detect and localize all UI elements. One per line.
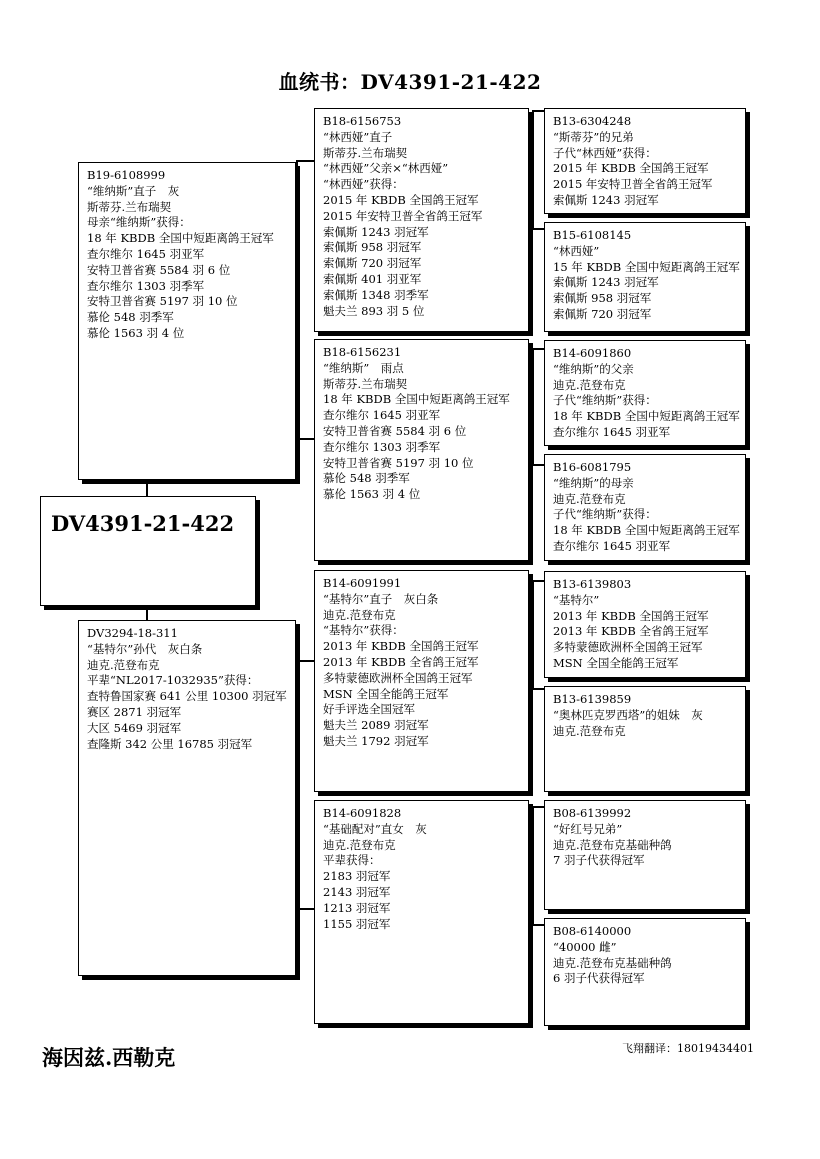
pedigree-line: 查尔维尔 1303 羽季军 — [323, 439, 441, 454]
pedigree-line: 2013 年 KBDB 全国鸽王冠军 — [323, 639, 479, 654]
ring-number: B15-6108145 — [553, 228, 632, 242]
ring-number: B13-6304248 — [553, 114, 632, 128]
pedigree-line: 查特鲁国家赛 641 公里 10300 羽冠军 — [87, 689, 287, 704]
pedigree-line: 1155 羽冠军 — [323, 916, 391, 931]
pedigree-line: 18 年 KBDB 全国中短距离鸽王冠军 — [553, 409, 740, 424]
pedigree-line: “好红号兄弟” — [553, 821, 623, 836]
ggp-box-7 — [544, 800, 746, 910]
dam-box — [78, 620, 296, 976]
subject-box — [40, 496, 256, 606]
pedigree-line: “基础配对”直女 灰 — [323, 821, 427, 836]
pedigree-line: 索佩斯 720 羽冠军 — [553, 306, 652, 321]
pedigree-line: “基特尔”获得： — [323, 623, 404, 638]
pedigree-line: 7 羽子代获得冠军 — [553, 853, 645, 868]
pedigree-line: 2013 年 KBDB 全省鸽王冠军 — [323, 654, 479, 669]
pedigree-line: 索佩斯 1243 羽冠军 — [553, 192, 659, 207]
pedigree-line: “斯蒂芬”的兄弟 — [553, 129, 634, 144]
pedigree-line: 平辈获得： — [323, 853, 381, 868]
pedigree-line: 2015 年 KBDB 全国鸽王冠军 — [323, 192, 479, 207]
pedigree-line: 2013 年 KBDB 全省鸽王冠军 — [553, 624, 709, 639]
dam-dam-box — [314, 800, 529, 1024]
ring-number: B14-6091991 — [323, 576, 402, 590]
connector — [532, 924, 544, 926]
connector — [296, 438, 314, 440]
pedigree-line: 2015 年安特卫普全省鸽王冠军 — [553, 177, 713, 192]
pedigree-line: 查尔维尔 1645 羽亚军 — [87, 246, 205, 261]
pedigree-line: 好手评选全国冠军 — [323, 702, 415, 717]
ring-number: B14-6091828 — [323, 806, 402, 820]
pedigree-line: “40000 雌” — [553, 939, 617, 954]
connector — [532, 348, 544, 350]
pedigree-line: 索佩斯 958 羽冠军 — [323, 240, 422, 255]
connector — [296, 160, 298, 440]
ggp-box-4 — [544, 454, 746, 561]
pedigree-line: “林西娅” — [553, 243, 600, 258]
pedigree-line: 索佩斯 1243 羽冠军 — [553, 275, 659, 290]
pedigree-line: 18 年 KBDB 全国中短距离鸽王冠军 — [87, 231, 274, 246]
pedigree-line: 魁夫兰 2089 羽冠军 — [323, 718, 429, 733]
pedigree-line: 大区 5469 羽冠军 — [87, 720, 182, 735]
pedigree-line: MSN 全国全能鸽王冠军 — [323, 686, 449, 701]
ggp-box-8 — [544, 918, 746, 1026]
connector — [146, 604, 148, 620]
pedigree-line: 迪克.范登布克 — [87, 657, 160, 672]
pedigree-line: 查尔维尔 1645 羽亚军 — [553, 538, 671, 553]
ggp-box-3 — [544, 340, 746, 446]
dam-sire-box — [314, 570, 529, 792]
pedigree-line: 迪克.范登布克 — [553, 723, 626, 738]
connector — [296, 160, 314, 162]
pedigree-line: 平辈“NL2017-1032935”获得： — [87, 673, 259, 688]
pedigree-line: 多特蒙德欧洲杯全国鸽王冠军 — [553, 640, 703, 655]
pedigree-line: 2015 年安特卫普全省鸽王冠军 — [323, 208, 483, 223]
pedigree-line: 迪克.范登布克基础种鸽 — [553, 837, 672, 852]
connector — [532, 806, 534, 926]
pedigree-line: “基特尔” — [553, 592, 600, 607]
connector — [296, 908, 314, 910]
connector — [296, 660, 298, 910]
sire-sire-box — [314, 108, 529, 332]
connector — [532, 110, 534, 230]
pedigree-line: MSN 全国全能鸽王冠军 — [553, 655, 679, 670]
pedigree-line: 斯蒂芬.兰布瑞契 — [323, 376, 408, 391]
ggp-box-2 — [544, 222, 746, 332]
ring-number: B08-6140000 — [553, 924, 632, 938]
pedigree-line: 索佩斯 958 羽冠军 — [553, 291, 652, 306]
pedigree-line: 慕伦 548 羽季军 — [323, 471, 410, 486]
ring-number: B19-6108999 — [87, 168, 166, 182]
pedigree-line: 2013 年 KBDB 全国鸽王冠军 — [553, 608, 709, 623]
pedigree-line: 索佩斯 720 羽冠军 — [323, 256, 422, 271]
ring-number: B13-6139803 — [553, 577, 632, 591]
pedigree-line: “林西娅”父亲×“林西娅” — [323, 161, 449, 176]
connector — [532, 688, 544, 690]
connector — [532, 580, 534, 690]
pedigree-line: 1213 羽冠军 — [323, 900, 391, 915]
pedigree-line: 迪克.范登布克基础种鸽 — [553, 955, 672, 970]
connector — [532, 228, 544, 230]
ring-number: B13-6139859 — [553, 692, 632, 706]
sire-dam-box — [314, 339, 529, 561]
pedigree-line: 子代“林西娅”获得： — [553, 145, 657, 160]
pedigree-line: 18 年 KBDB 全国中短距离鸽王冠军 — [553, 523, 740, 538]
pedigree-line: 安特卫普省赛 5197 羽 10 位 — [323, 455, 474, 470]
pedigree-line: “林西娅”直子 — [323, 129, 393, 144]
pedigree-line: “维纳斯”的母亲 — [553, 475, 634, 490]
ring-number: DV3294-18-311 — [87, 626, 178, 640]
pedigree-line: 多特蒙德欧洲杯全国鸽王冠军 — [323, 670, 473, 685]
pedigree-line: “奥林匹克罗西塔”的姐妹 灰 — [553, 707, 703, 722]
ring-number: B08-6139992 — [553, 806, 632, 820]
pedigree-line: 6 羽子代获得冠军 — [553, 971, 645, 986]
pedigree-line: “林西娅”获得： — [323, 177, 404, 192]
breeder-name: 海因兹.西勒克 — [42, 1045, 176, 1070]
pedigree-line: 子代“维纳斯”获得： — [553, 393, 657, 408]
connector — [532, 806, 544, 808]
pedigree-line: 索佩斯 401 羽亚军 — [323, 271, 422, 286]
pedigree-line: 慕伦 1563 羽 4 位 — [323, 487, 421, 502]
pedigree-line: 赛区 2871 羽冠军 — [87, 704, 182, 719]
pedigree-line: 迪克.范登布克 — [553, 491, 626, 506]
pedigree-line: 安特卫普省赛 5584 羽 6 位 — [87, 262, 231, 277]
page-title: 血统书：DV4391-21-422 — [278, 70, 542, 94]
pedigree-line: 安特卫普省赛 5584 羽 6 位 — [323, 423, 467, 438]
pedigree-line: 查尔维尔 1645 羽亚军 — [323, 408, 441, 423]
pedigree-line: 安特卫普省赛 5197 羽 10 位 — [87, 294, 238, 309]
ring-number: B18-6156753 — [323, 114, 402, 128]
pedigree-line: “维纳斯” 雨点 — [323, 360, 404, 375]
pedigree-line: 慕伦 548 羽季军 — [87, 310, 174, 325]
pedigree-line: 迪克.范登布克 — [323, 837, 396, 852]
pedigree-line: 2015 年 KBDB 全国鸽王冠军 — [553, 161, 709, 176]
subject-ring: DV4391-21-422 — [51, 511, 235, 536]
ring-number: B18-6156231 — [323, 345, 402, 359]
pedigree-line: 斯蒂芬.兰布瑞契 — [87, 199, 172, 214]
translator-credit: 飞翔翻译：18019434401 — [622, 1042, 754, 1055]
connector — [296, 660, 314, 662]
sire-box — [78, 162, 296, 480]
pedigree-line: “基特尔”孙代 灰白条 — [87, 641, 203, 656]
pedigree-line: “基特尔”直子 灰白条 — [323, 591, 439, 606]
connector — [532, 464, 544, 466]
pedigree-line: 2183 羽冠军 — [323, 869, 391, 884]
pedigree-line: 母亲“维纳斯”获得： — [87, 215, 191, 230]
pedigree-line: 索佩斯 1348 羽季军 — [323, 287, 429, 302]
pedigree-line: 魁夫兰 893 羽 5 位 — [323, 303, 425, 318]
pedigree-line: 迪克.范登布克 — [323, 607, 396, 622]
connector — [532, 580, 544, 582]
pedigree-line: 魁夫兰 1792 羽冠军 — [323, 733, 429, 748]
connector — [532, 348, 534, 466]
pedigree-line: 查尔维尔 1645 羽亚军 — [553, 424, 671, 439]
ggp-box-1 — [544, 108, 746, 214]
pedigree-line: 查尔维尔 1303 羽季军 — [87, 278, 205, 293]
ring-number: B14-6091860 — [553, 346, 632, 360]
pedigree-line: “维纳斯”直子 灰 — [87, 183, 180, 198]
ggp-box-6 — [544, 686, 746, 792]
pedigree-line: “维纳斯”的父亲 — [553, 361, 634, 376]
pedigree-line: 2143 羽冠军 — [323, 884, 391, 899]
pedigree-line: 15 年 KBDB 全国中短距离鸽王冠军 — [553, 259, 740, 274]
connector — [532, 110, 544, 112]
pedigree-line: 子代“维纳斯”获得： — [553, 507, 657, 522]
pedigree-line: 查隆斯 342 公里 16785 羽冠军 — [87, 736, 253, 751]
pedigree-line: 18 年 KBDB 全国中短距离鸽王冠军 — [323, 392, 510, 407]
pedigree-line: 迪克.范登布克 — [553, 377, 626, 392]
ggp-box-5 — [544, 571, 746, 678]
ring-number: B16-6081795 — [553, 460, 632, 474]
pedigree-line: 慕伦 1563 羽 4 位 — [87, 325, 185, 340]
pedigree-line: 斯蒂芬.兰布瑞契 — [323, 145, 408, 160]
pedigree-line: 索佩斯 1243 羽冠军 — [323, 224, 429, 239]
